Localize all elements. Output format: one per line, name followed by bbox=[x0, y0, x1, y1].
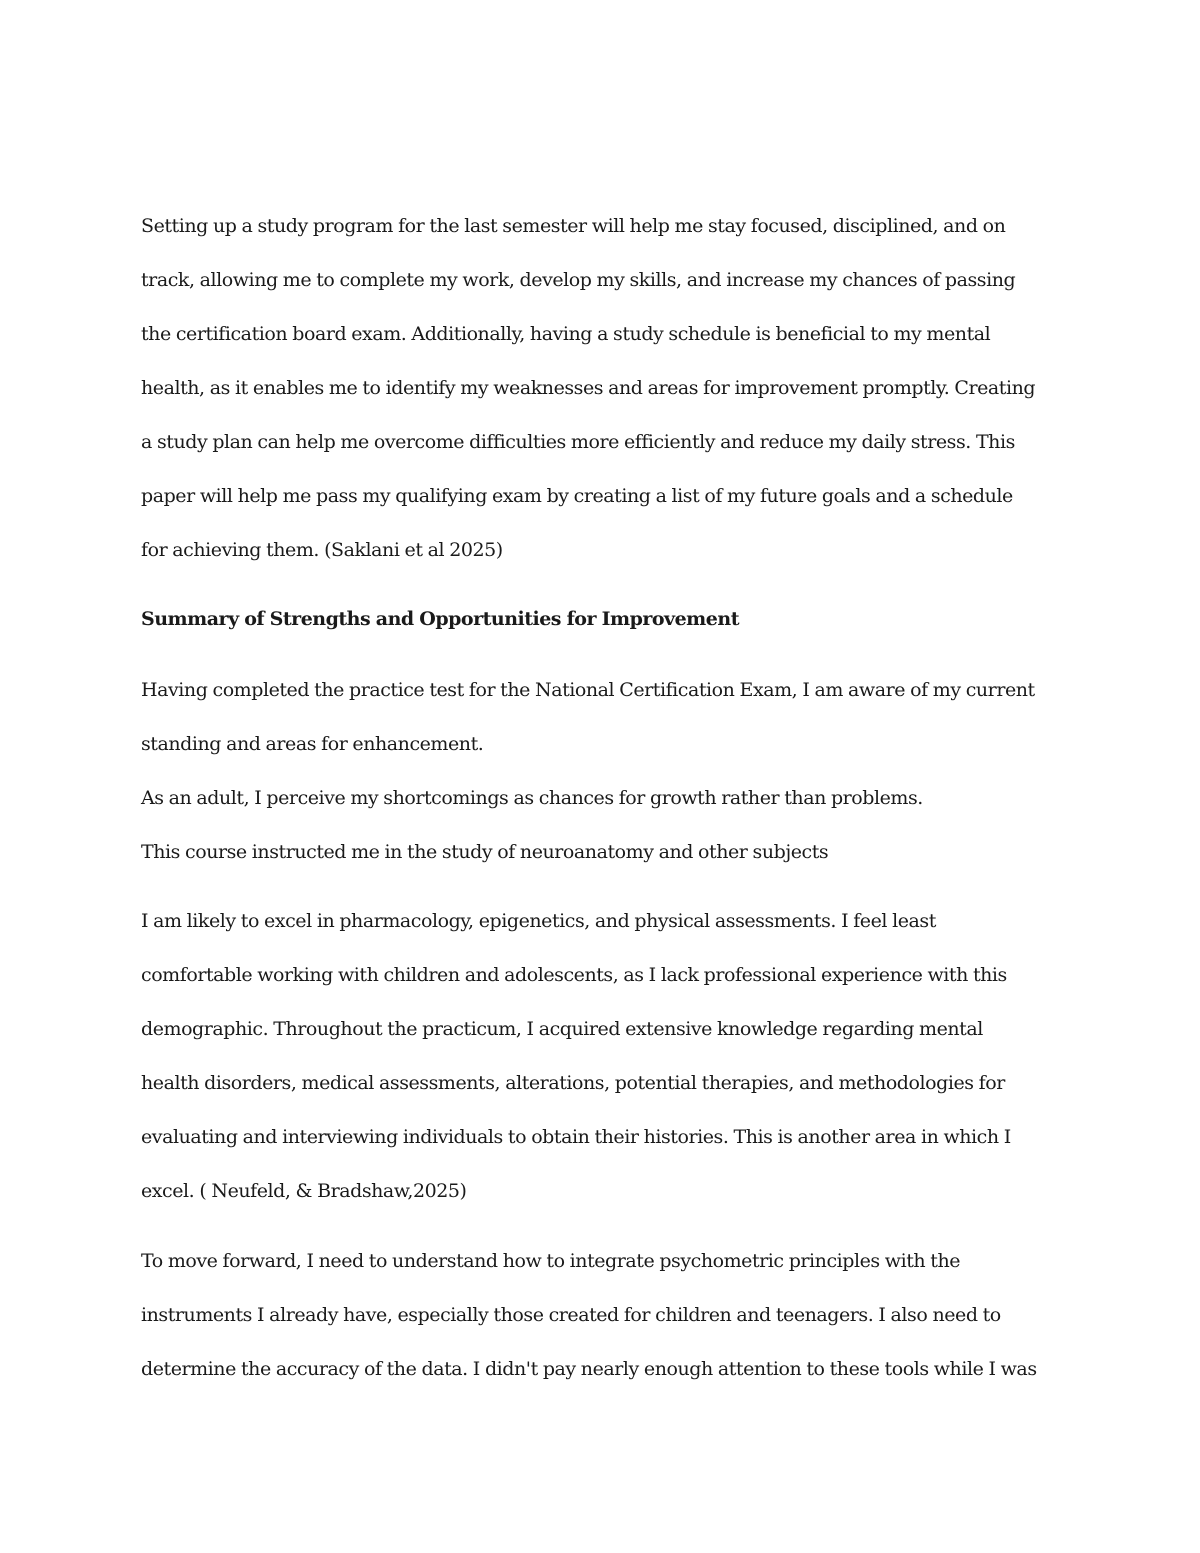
intro-paragraph-line: Setting up a study program for the last semester will help me stay focused, disciplined, and on bbox=[141, 215, 1006, 237]
intro-paragraph-line: health, as it enables me to identify my weaknesses and areas for improvement promptly. Creating bbox=[141, 377, 1036, 399]
practice-test-paragraph-line: standing and areas for enhancement. bbox=[141, 733, 484, 755]
intro-paragraph-line: the certification board exam. Additionally, having a study schedule is beneficial to my mental bbox=[141, 323, 991, 345]
strengths-paragraph-line: evaluating and interviewing individuals to obtain their histories. This is another area in which I bbox=[141, 1126, 1011, 1148]
practice-test-paragraph-line: Having completed the practice test for the National Certification Exam, I am aware of my current bbox=[141, 679, 1035, 701]
strengths-paragraph-line: health disorders, medical assessments, alterations, potential therapies, and methodologies for bbox=[141, 1072, 1005, 1094]
section-heading: Summary of Strengths and Opportunities for Improvement bbox=[141, 608, 739, 630]
intro-paragraph-line: paper will help me pass my qualifying exam by creating a list of my future goals and a schedule bbox=[141, 485, 1013, 507]
intro-paragraph-line: track, allowing me to complete my work, develop my skills, and increase my chances of passing bbox=[141, 269, 1016, 291]
intro-paragraph-line: a study plan can help me overcome difficulties more efficiently and reduce my daily stress. This bbox=[141, 431, 1015, 453]
strengths-paragraph-line: excel. ( Neufeld, & Bradshaw,2025) bbox=[141, 1180, 467, 1202]
practice-test-paragraph-line: This course instructed me in the study of neuroanatomy and other subjects bbox=[141, 841, 829, 863]
forward-paragraph-line: determine the accuracy of the data. I didn't pay nearly enough attention to these tools while I was bbox=[141, 1358, 1037, 1380]
forward-paragraph-line: To move forward, I need to understand how to integrate psychometric principles with the bbox=[141, 1250, 961, 1272]
strengths-paragraph-line: demographic. Throughout the practicum, I acquired extensive knowledge regarding mental bbox=[141, 1018, 983, 1040]
forward-paragraph-line: instruments I already have, especially those created for children and teenagers. I also need to bbox=[141, 1304, 1001, 1326]
practice-test-paragraph-line: As an adult, I perceive my shortcomings as chances for growth rather than problems. bbox=[141, 787, 923, 809]
strengths-paragraph-line: comfortable working with children and adolescents, as I lack professional experience with this bbox=[141, 964, 1007, 986]
intro-paragraph-line: for achieving them. (Saklani et al 2025) bbox=[141, 539, 503, 561]
strengths-paragraph-line: I am likely to excel in pharmacology, epigenetics, and physical assessments. I feel least bbox=[141, 910, 936, 932]
